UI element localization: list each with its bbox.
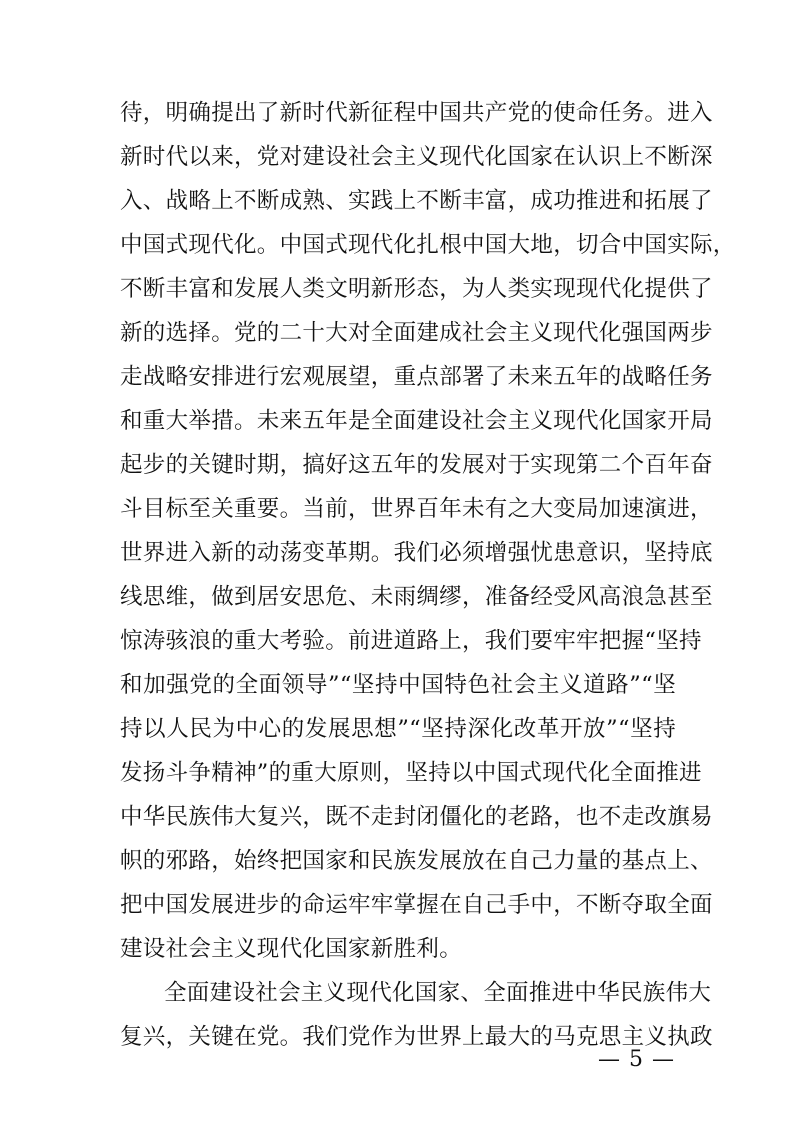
text-line: 把中国发展进步的命运牢牢掌握在自己手中，不断夺取全面 (120, 892, 713, 918)
page-number: — 5 — (598, 1047, 675, 1072)
text-line: 待，明确提出了新时代新征程中国共产党的使命任务。进入 (120, 100, 713, 126)
text-line: 发扬斗争精神”的重大原则，坚持以中国式现代化全面推进 (120, 760, 702, 786)
text-line: 新时代以来，党对建设社会主义现代化国家在认识上不断深 (120, 144, 713, 170)
text-line: 不断丰富和发展人类文明新形态，为人类实现现代化提供了 (120, 276, 713, 302)
text-line: 斗目标至关重要。当前，世界百年未有之大变局加速演进， (120, 496, 713, 522)
text-line: 建设社会主义现代化国家新胜利。 (120, 936, 463, 962)
text-line: 世界进入新的动荡变革期。我们必须增强忧患意识，坚持底 (120, 540, 713, 566)
text-line: 新的选择。党的二十大对全面建成社会主义现代化强国两步 (120, 320, 713, 346)
text-line: 惊涛骇浪的重大考验。前进道路上，我们要牢牢把握“坚持 (120, 628, 702, 654)
text-line: 持以人民为中心的发展思想”“坚持深化改革开放”“坚持 (120, 716, 676, 742)
text-line: 中华民族伟大复兴，既不走封闭僵化的老路，也不走改旗易 (120, 804, 713, 830)
text-line: 起步的关键时期，搞好这五年的发展对于实现第二个百年奋 (120, 452, 713, 478)
text-line: 入、战略上不断成熟、实践上不断丰富，成功推进和拓展了 (120, 188, 713, 214)
text-line: 和重大举措。未来五年是全面建设社会主义现代化国家开局 (120, 408, 713, 434)
text-line: 帜的邪路，始终把国家和民族发展放在自己力量的基点上、 (120, 848, 713, 874)
paragraph-first-line: 全面建设社会主义现代化国家、全面推进中华民族伟大 (164, 980, 712, 1006)
text-line: 走战略安排进行宏观展望，重点部署了未来五年的战略任务 (120, 364, 713, 390)
text-line: 和加强党的全面领导”“坚持中国特色社会主义道路”“坚 (120, 672, 676, 698)
text-line: 复兴，关键在党。我们党作为世界上最大的马克思主义执政 (120, 1024, 713, 1050)
text-line: 线思维，做到居安思危、未雨绸缪，准备经受风高浪急甚至 (120, 584, 713, 610)
text-line: 中国式现代化。中国式现代化扎根中国大地，切合中国实际， (120, 232, 736, 258)
